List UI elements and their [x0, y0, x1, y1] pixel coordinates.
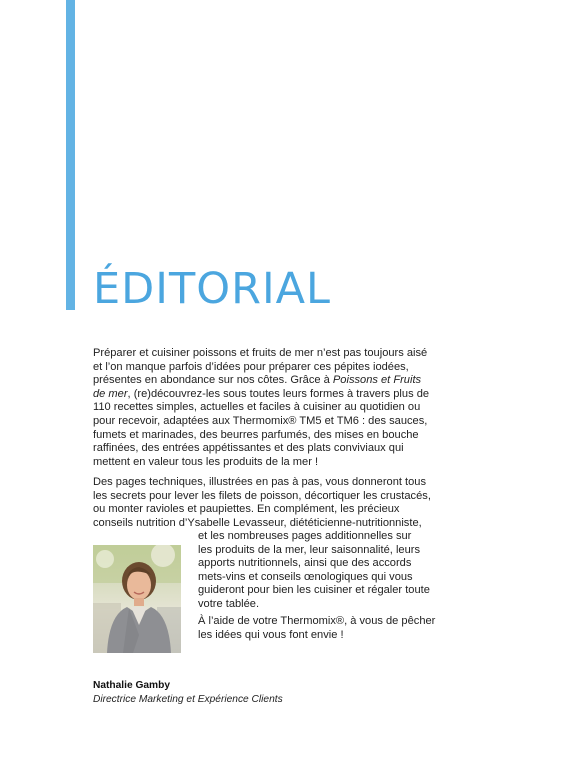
author-name: Nathalie Gamby: [93, 680, 170, 691]
editorial-paragraph-1: [93, 347, 433, 469]
text-line: conseils nutrition d’Ysabelle Levasseur, diététicienne-nutritionniste,: [93, 516, 422, 529]
text-line: et les nombreuses pages additionnelles sur: [198, 530, 412, 542]
author-portrait-photo: [93, 545, 181, 653]
editorial-paragraph-2: [93, 476, 433, 530]
accent-bar: [66, 0, 75, 310]
text-line: les produits de la mer, leur saisonnalité, leurs: [198, 543, 420, 556]
portrait-illustration: [93, 545, 181, 653]
text-line: les secrets pour lever les filets de poisson, décortiquer les crustacés,: [93, 489, 431, 502]
text-line: guideront pour bien les cuisiner et régaler toute: [198, 584, 430, 597]
book-title: de mer: [93, 387, 128, 400]
text-line: À l’aide de votre Thermomix®, à vous de pêcher: [198, 615, 436, 627]
page-title: ÉDITORIAL: [93, 264, 332, 314]
text-line: 110 recettes simples, actuelles et faciles à cuisiner au quotidien ou: [93, 401, 421, 414]
text-line: votre tablée.: [198, 597, 260, 610]
text-line: apports nutritionnels, ainsi que des accords: [198, 557, 412, 570]
text-line: présentes en abondance sur nos côtes. Grâce à Poissons et Fruits: [93, 374, 422, 387]
text-line: mets-vins et conseils œnologiques qui vous: [198, 570, 413, 583]
text-line: Des pages techniques, illustrées en pas à pas, vous donneront tous: [93, 476, 427, 488]
text-line: pour recevoir, adaptées aux Thermomix® TM5 et TM6 : des sauces,: [93, 414, 428, 427]
text-line: ou monter ravioles et paupiettes. En complément, les précieux: [93, 503, 400, 516]
text-line: Préparer et cuisiner poissons et fruits de mer n’est pas toujours aisé: [93, 347, 428, 359]
book-title: Poissons et Fruits: [332, 374, 422, 387]
editorial-paragraph-3: [198, 615, 438, 642]
text-line: fumets et marinades, des beurres parfumés, des mises en bouche: [93, 428, 419, 441]
author-role: Directrice Marketing et Expérience Clients: [93, 694, 283, 705]
text-line: et l’on manque parfois d’idées pour préparer ces pépites iodées,: [93, 360, 409, 373]
text-line: raffinées, des entrées appétissantes et des plats conviviaux qui: [93, 442, 404, 455]
text-line: mettent en valeur tous les produits de la mer !: [93, 455, 319, 468]
text-line: les idées qui vous font envie !: [198, 628, 344, 641]
text-line: de mer, (re)découvrez-les sous toutes leurs formes à travers plus de: [93, 387, 430, 400]
signature-block: [93, 679, 393, 707]
editorial-paragraph-2-continued: [198, 530, 438, 612]
